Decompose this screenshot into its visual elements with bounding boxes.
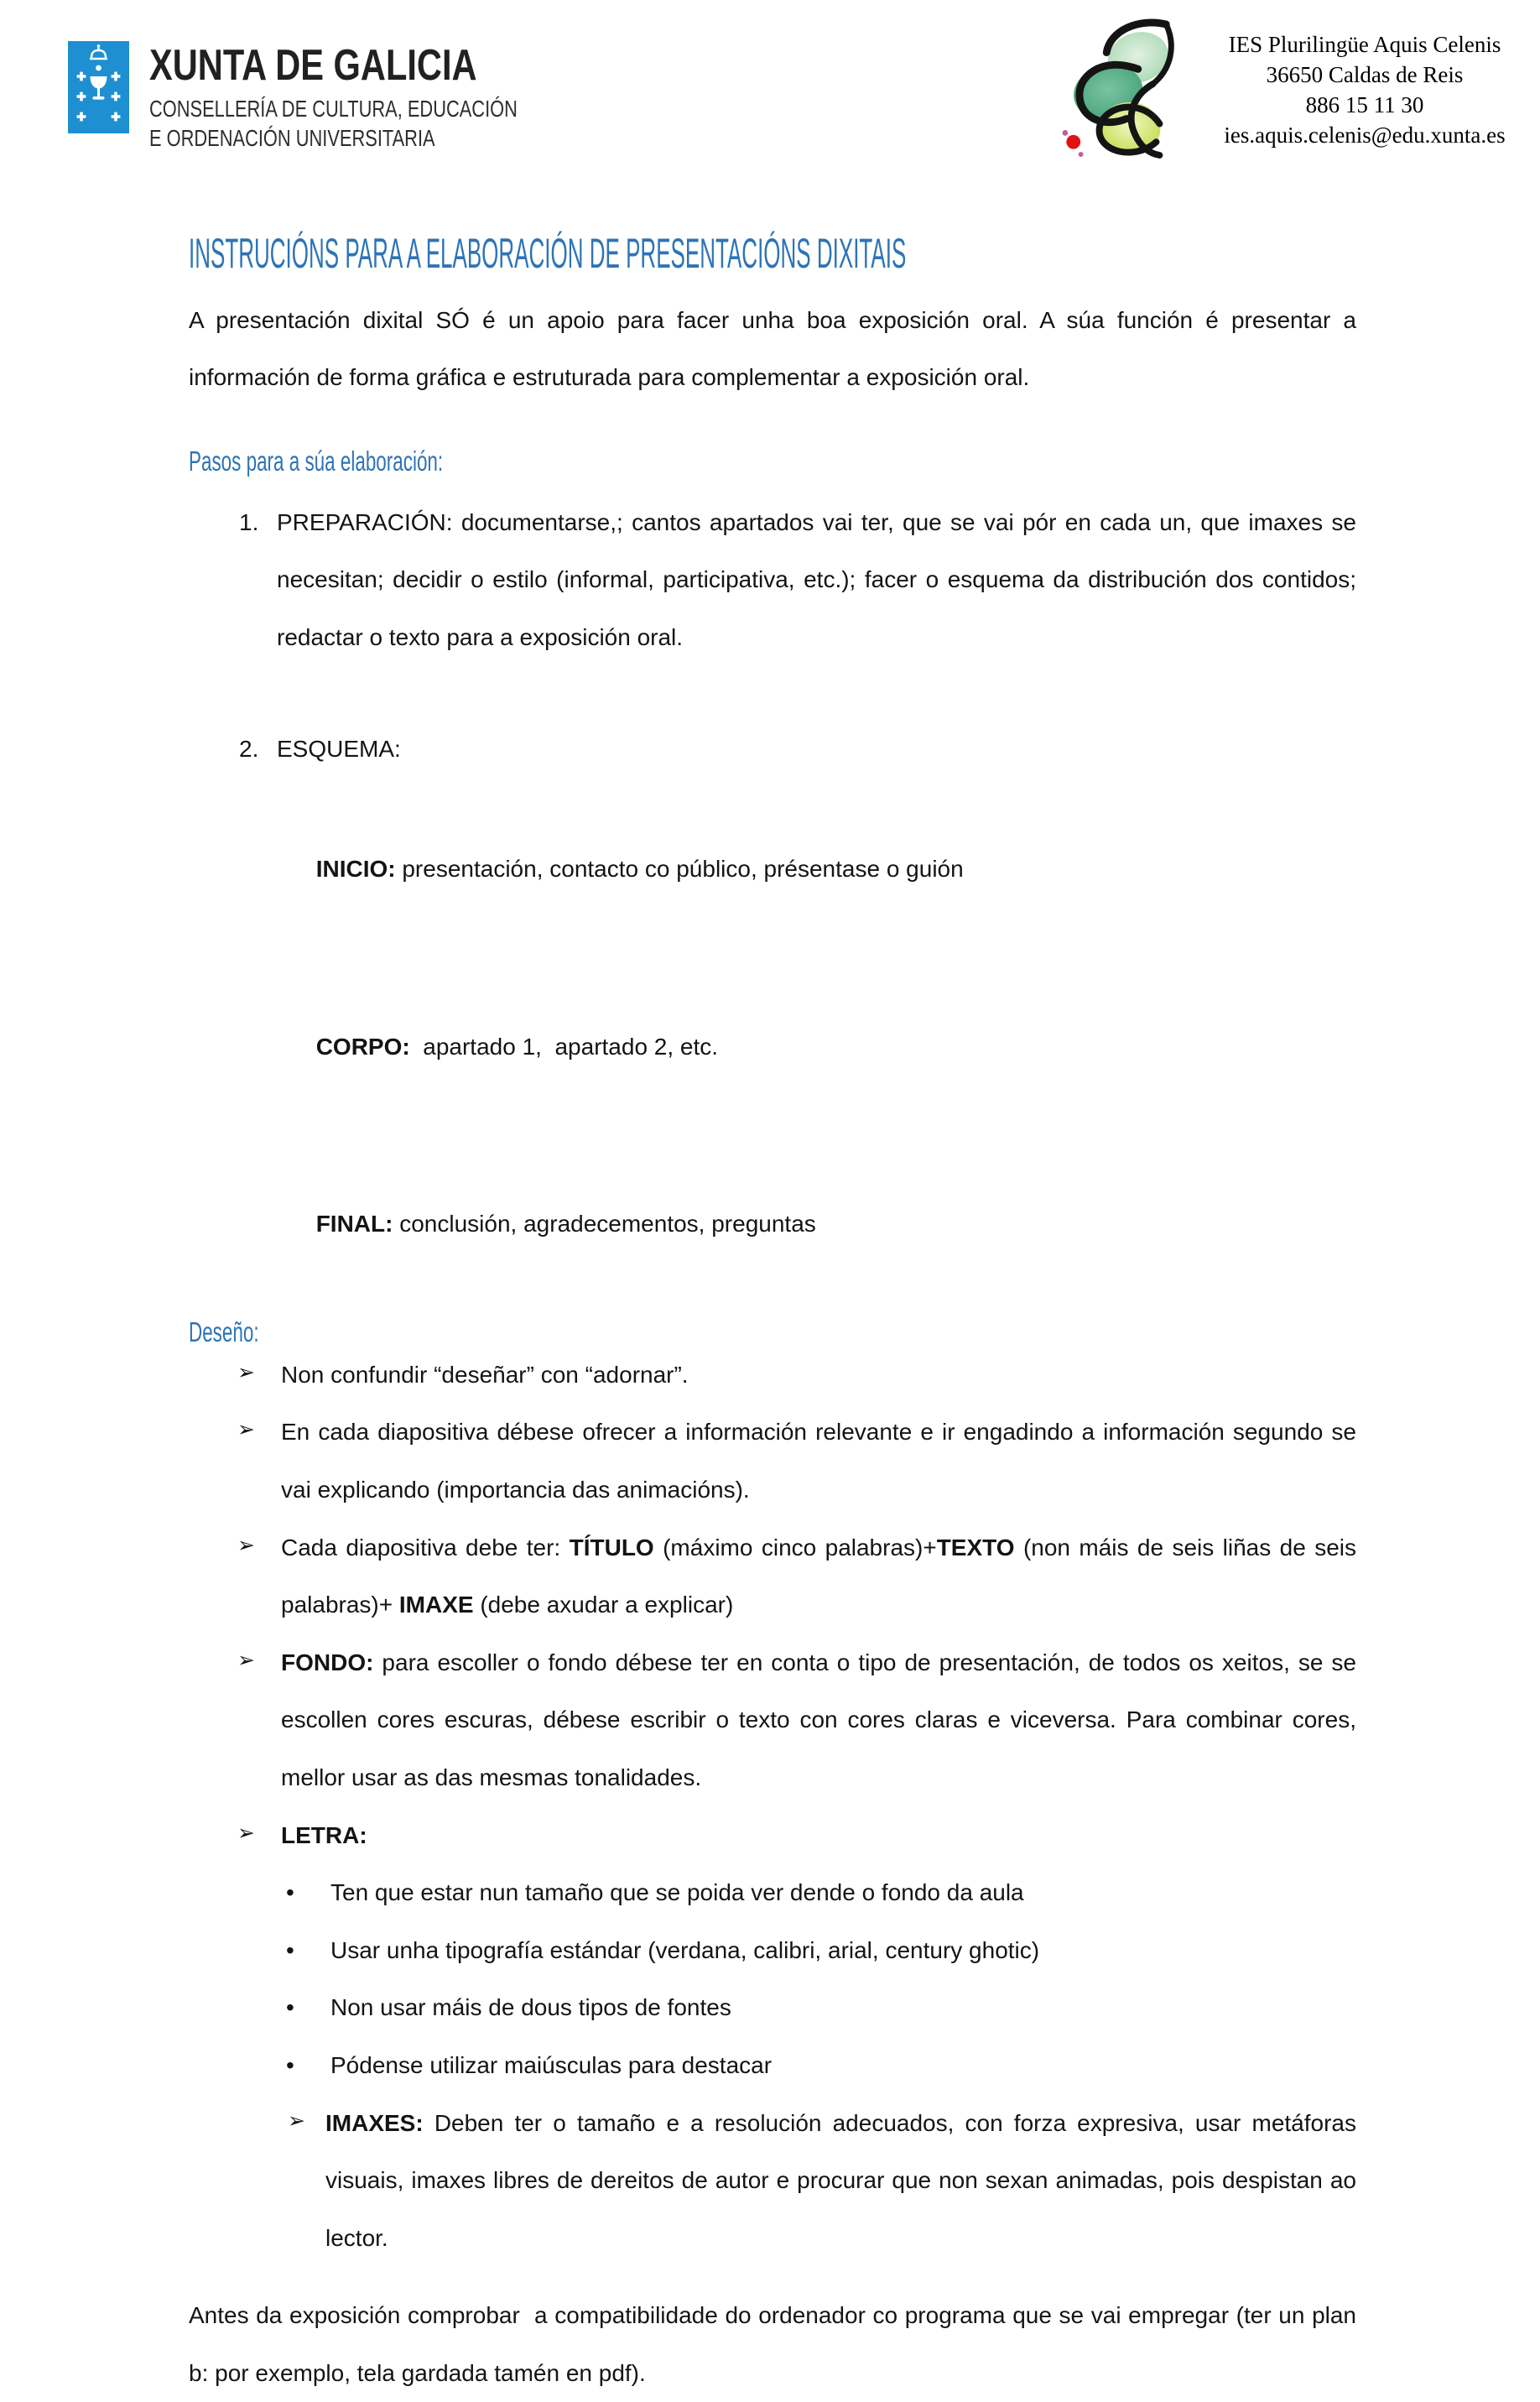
design-item-bold: IMAXE	[398, 1592, 474, 1618]
imaxes-text-wrap	[325, 2095, 1363, 2268]
arrow-bullet-icon: ➢	[237, 1820, 255, 1845]
arrow-bullet-icon: ➢	[288, 2108, 305, 2133]
design-item-segment: Cada diapositiva debe ter:	[281, 1534, 570, 1561]
closing-paragraph: Antes da exposición comprobar a compatibilidade do ordenador co programa que se vai empregar (ter un plan b: por exemplo, tela gardada tamén en pdf).	[189, 2302, 1363, 2386]
fondo-text: para escoller o fondo débese ter en conta o tipo de presentación, de todos os xeitos, se se escollen cores escuras, débese escribir o texto con cores claras e viceversa. Para combinar cores, mellor usar as das mesmas tonalidades.	[281, 1649, 1363, 1790]
esquema-inicio-label: INICIO:	[315, 855, 396, 882]
arrow-bullet-icon: ➢	[237, 1647, 255, 1672]
ies-email: ies.aquis.celenis@edu.xunta.es	[1224, 122, 1506, 148]
xunta-subtitle-line2: E ORDENACIÓN UNIVERSITARIA	[149, 125, 435, 152]
design-item-segment: (debe axudar a explicar)	[473, 1592, 734, 1618]
design-item-6-imaxes	[189, 2095, 1363, 2268]
step-number: 2.	[239, 735, 259, 762]
letra-bullet-text: Non usar máis de dous tipos de fontes	[330, 1994, 731, 2021]
imaxes-text: Deben ter o tamaño e a resolución adecuados, con forza expresiva, usar metáforas visuais, imaxes libres de dereitos de autor e procurar que non sexan animadas, pois despistan ao lector.	[325, 2109, 1363, 2251]
design-item-segment: (non máis de seis liñas de seis palabras)+	[281, 1534, 1363, 1618]
esquema-corpo-row	[189, 961, 1356, 1133]
arrow-bullet-icon: ➢	[237, 1417, 255, 1442]
design-item-text	[281, 1634, 1363, 1807]
design-item-4-fondo	[189, 1634, 1363, 1807]
esquema-final-label: FINAL:	[315, 1211, 393, 1237]
letra-bullet-4	[189, 2037, 1356, 2095]
design-item-bold: TEXTO	[936, 1534, 1015, 1561]
letra-label: LETRA:	[281, 1821, 367, 1848]
step-item-2	[189, 721, 1356, 779]
imaxes-label: IMAXES:	[325, 2109, 424, 2136]
ies-phone: 886 15 11 30	[1305, 91, 1424, 117]
letra-bullet-text: Ten que estar nun tamaño que se poida ver dende o fondo da aula	[330, 1879, 1024, 1906]
letra-bullet-text: Pódense utilizar maiúsculas para destacar	[330, 2051, 773, 2078]
step-text: PREPARACIÓN: documentarse,; cantos apartados vai ter, que se vai pór en cada un, que imaxes se necesitan; decidir o estilo (informal, participativa, etc.); facer o esquema da distribución dos contidos; redactar o texto para a exposición oral.	[277, 508, 1370, 651]
esquema-final-text: conclusión, agradecementos, preguntas	[393, 1211, 816, 1237]
design-item-text: En cada diapositiva débese ofrecer a información relevante e ir engadindo a información segundo se vai explicando (importancia das animacións).	[281, 1419, 1363, 1503]
letra-bullet-text: Usar unha tipografía estándar (verdana, calibri, arial, century ghotic)	[330, 1936, 1040, 1963]
page-title: INSTRUCIÓNS PARA A ELABORACIÓN DE PRESENTACIÓNS DIXITAIS	[189, 230, 907, 277]
ies-address: 36650 Caldas de Reis	[1266, 61, 1464, 87]
design-heading: Deseño:	[189, 1316, 259, 1347]
dot-bullet-icon: •	[286, 1879, 294, 1906]
design-item-text	[281, 1519, 1363, 1634]
letra-bullet-1	[189, 1864, 1356, 1922]
esquema-corpo-text: apartado 1, apartado 2, etc.	[409, 1033, 719, 1060]
xunta-logo-icon	[68, 41, 129, 133]
fondo-label: FONDO:	[281, 1649, 374, 1675]
design-item-bold: TÍTULO	[569, 1534, 654, 1561]
design-item-text: Non confundir “deseñar” con “adornar”.	[281, 1361, 689, 1388]
design-item-2	[189, 1404, 1363, 1519]
design-item-1	[189, 1347, 1356, 1404]
step-text: ESQUEMA:	[277, 735, 401, 762]
design-item-5-letra	[189, 1807, 1356, 1865]
arrow-bullet-icon: ➢	[237, 1532, 255, 1557]
esquema-corpo-label: CORPO:	[315, 1033, 410, 1060]
step-number: 1.	[239, 508, 259, 535]
xunta-subtitle-line1: CONSELLERÍA DE CULTURA, EDUCACIÓN	[149, 96, 518, 122]
ies-name: IES Plurilingüe Aquis Celenis	[1228, 32, 1501, 57]
letra-label-wrap	[281, 1807, 1356, 1865]
dot-bullet-icon: •	[286, 1936, 294, 1963]
letra-bullet-2	[189, 1922, 1356, 1980]
step-item-1	[189, 494, 1370, 667]
letra-bullet-3	[189, 1979, 1356, 2037]
intro-paragraph: A presentación dixital SÓ é un apoio para facer unha boa exposición oral. A súa función é presentar a información de forma gráfica e estruturada para complementar a exposición oral.	[189, 306, 1363, 391]
esquema-inicio-text: presentación, contacto co público, présentase o guión	[395, 855, 964, 882]
design-item-segment: (máximo cinco palabras)+	[653, 1534, 937, 1561]
steps-heading: Pasos para a súa elaboración:	[189, 445, 444, 477]
esquema-final-row	[189, 1138, 1356, 1311]
design-item-3	[189, 1519, 1363, 1634]
dot-bullet-icon: •	[286, 1994, 294, 2021]
dot-bullet-icon: •	[286, 2051, 294, 2078]
arrow-bullet-icon: ➢	[237, 1359, 255, 1384]
esquema-inicio-row	[189, 783, 1356, 956]
xunta-wordmark: XUNTA DE GALICIA	[149, 41, 477, 90]
